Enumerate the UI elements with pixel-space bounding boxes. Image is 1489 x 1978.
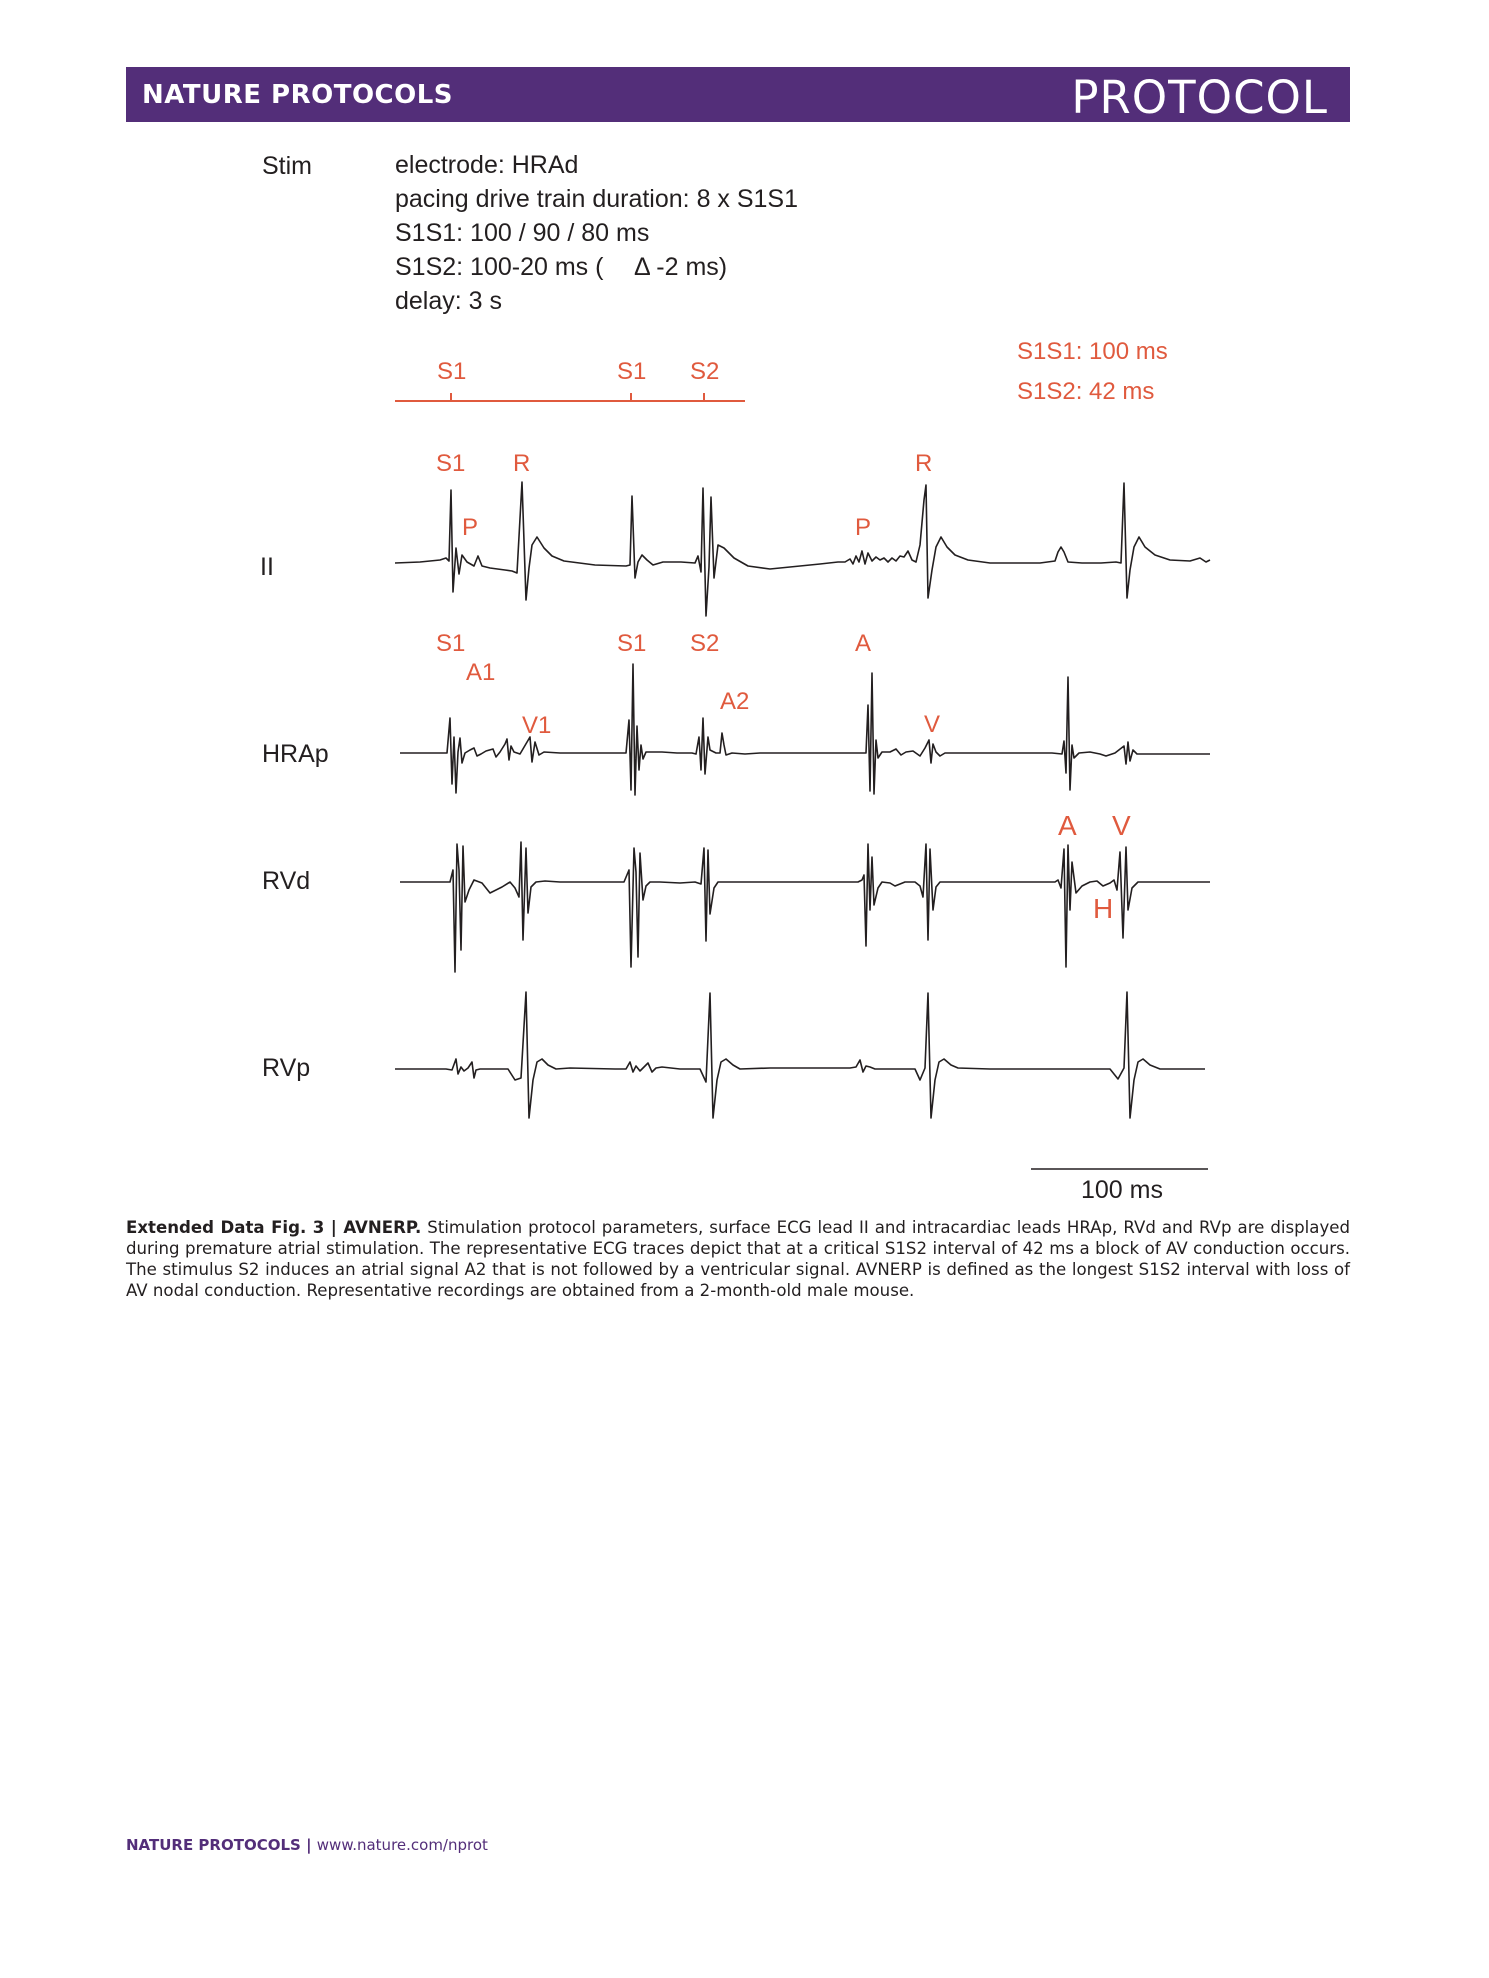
param-electrode: electrode: HRAd	[395, 151, 579, 179]
lead-label-rvd: RVd	[262, 867, 311, 895]
hrap-mark-a: A	[855, 630, 872, 657]
ii-mark-s1: S1	[436, 450, 466, 477]
figure-caption	[126, 1217, 1350, 1301]
lead-label-ii: II	[260, 553, 274, 581]
footer-journal: NATURE PROTOCOLS	[126, 1836, 301, 1854]
caption-label: Extended Data Fig. 3 | AVNERP.	[126, 1218, 422, 1237]
result-s1s1: S1S1: 100 ms	[1017, 338, 1168, 365]
trace-hrap	[400, 664, 1210, 795]
param-s1s2: S1S2: 100-20 ms (	[395, 253, 604, 281]
stim-mark-s1b: S1	[617, 358, 647, 385]
hrap-mark-a1: A1	[466, 659, 496, 686]
trace-rvd	[400, 842, 1210, 972]
trace-ii	[395, 482, 1210, 616]
param-delay: delay: 3 s	[395, 287, 503, 315]
ii-mark-r1: R	[513, 450, 531, 477]
trace-rvp	[395, 992, 1205, 1118]
lead-label-rvp: RVp	[262, 1054, 311, 1082]
caption-text: Stimulation protocol parameters, surface ECG lead II and intracardiac leads HRAp, RVd and RVp are displayed during premature atrial stimulation. The representative ECG traces depict that at a critical S1S2 interval of 42 ms a block of AV conduction occurs. The stimulus S2 induces an atrial signal A2 that is not followed by a ventricular signal. AVNERP is defined as the longest S1S2 interval with loss of AV nodal conduction. Representative recordings are obtained from a 2-month-old male mouse.	[126, 1218, 1351, 1300]
stim-mark-s2: S2	[690, 358, 720, 385]
article-type: PROTOCOL	[1071, 71, 1328, 124]
page-footer	[126, 1836, 488, 1854]
journal-name: NATURE PROTOCOLS	[142, 80, 454, 110]
rvd-mark-h: H	[1093, 893, 1114, 924]
param-delta: Δ -2 ms)	[634, 253, 728, 281]
ii-mark-p1: P	[462, 514, 479, 541]
hrap-mark-a2: A2	[720, 688, 750, 715]
result-s1s2: S1S2: 42 ms	[1017, 378, 1155, 405]
hrap-mark-v: V	[924, 711, 941, 738]
param-drive-train: pacing drive train duration: 8 x S1S1	[395, 185, 799, 213]
lead-label-hrap: HRAp	[262, 740, 329, 768]
param-s1s1: S1S1: 100 / 90 / 80 ms	[395, 219, 650, 247]
hrap-mark-v1: V1	[522, 712, 552, 739]
lead-label-stim: Stim	[262, 152, 312, 180]
footer-url[interactable]: www.nature.com/nprot	[316, 1836, 488, 1854]
hrap-mark-s1a: S1	[436, 630, 466, 657]
footer-separator: |	[300, 1836, 317, 1854]
stim-mark-s1a: S1	[437, 358, 467, 385]
stim-timeline	[395, 393, 745, 401]
ii-mark-p2: P	[855, 514, 872, 541]
scale-bar-label: 100 ms	[1081, 1176, 1163, 1204]
ii-mark-r2: R	[915, 450, 933, 477]
hrap-mark-s1b: S1	[617, 630, 647, 657]
rvd-mark-a: A	[1058, 810, 1077, 841]
rvd-mark-v: V	[1112, 810, 1131, 841]
hrap-mark-s2: S2	[690, 630, 720, 657]
